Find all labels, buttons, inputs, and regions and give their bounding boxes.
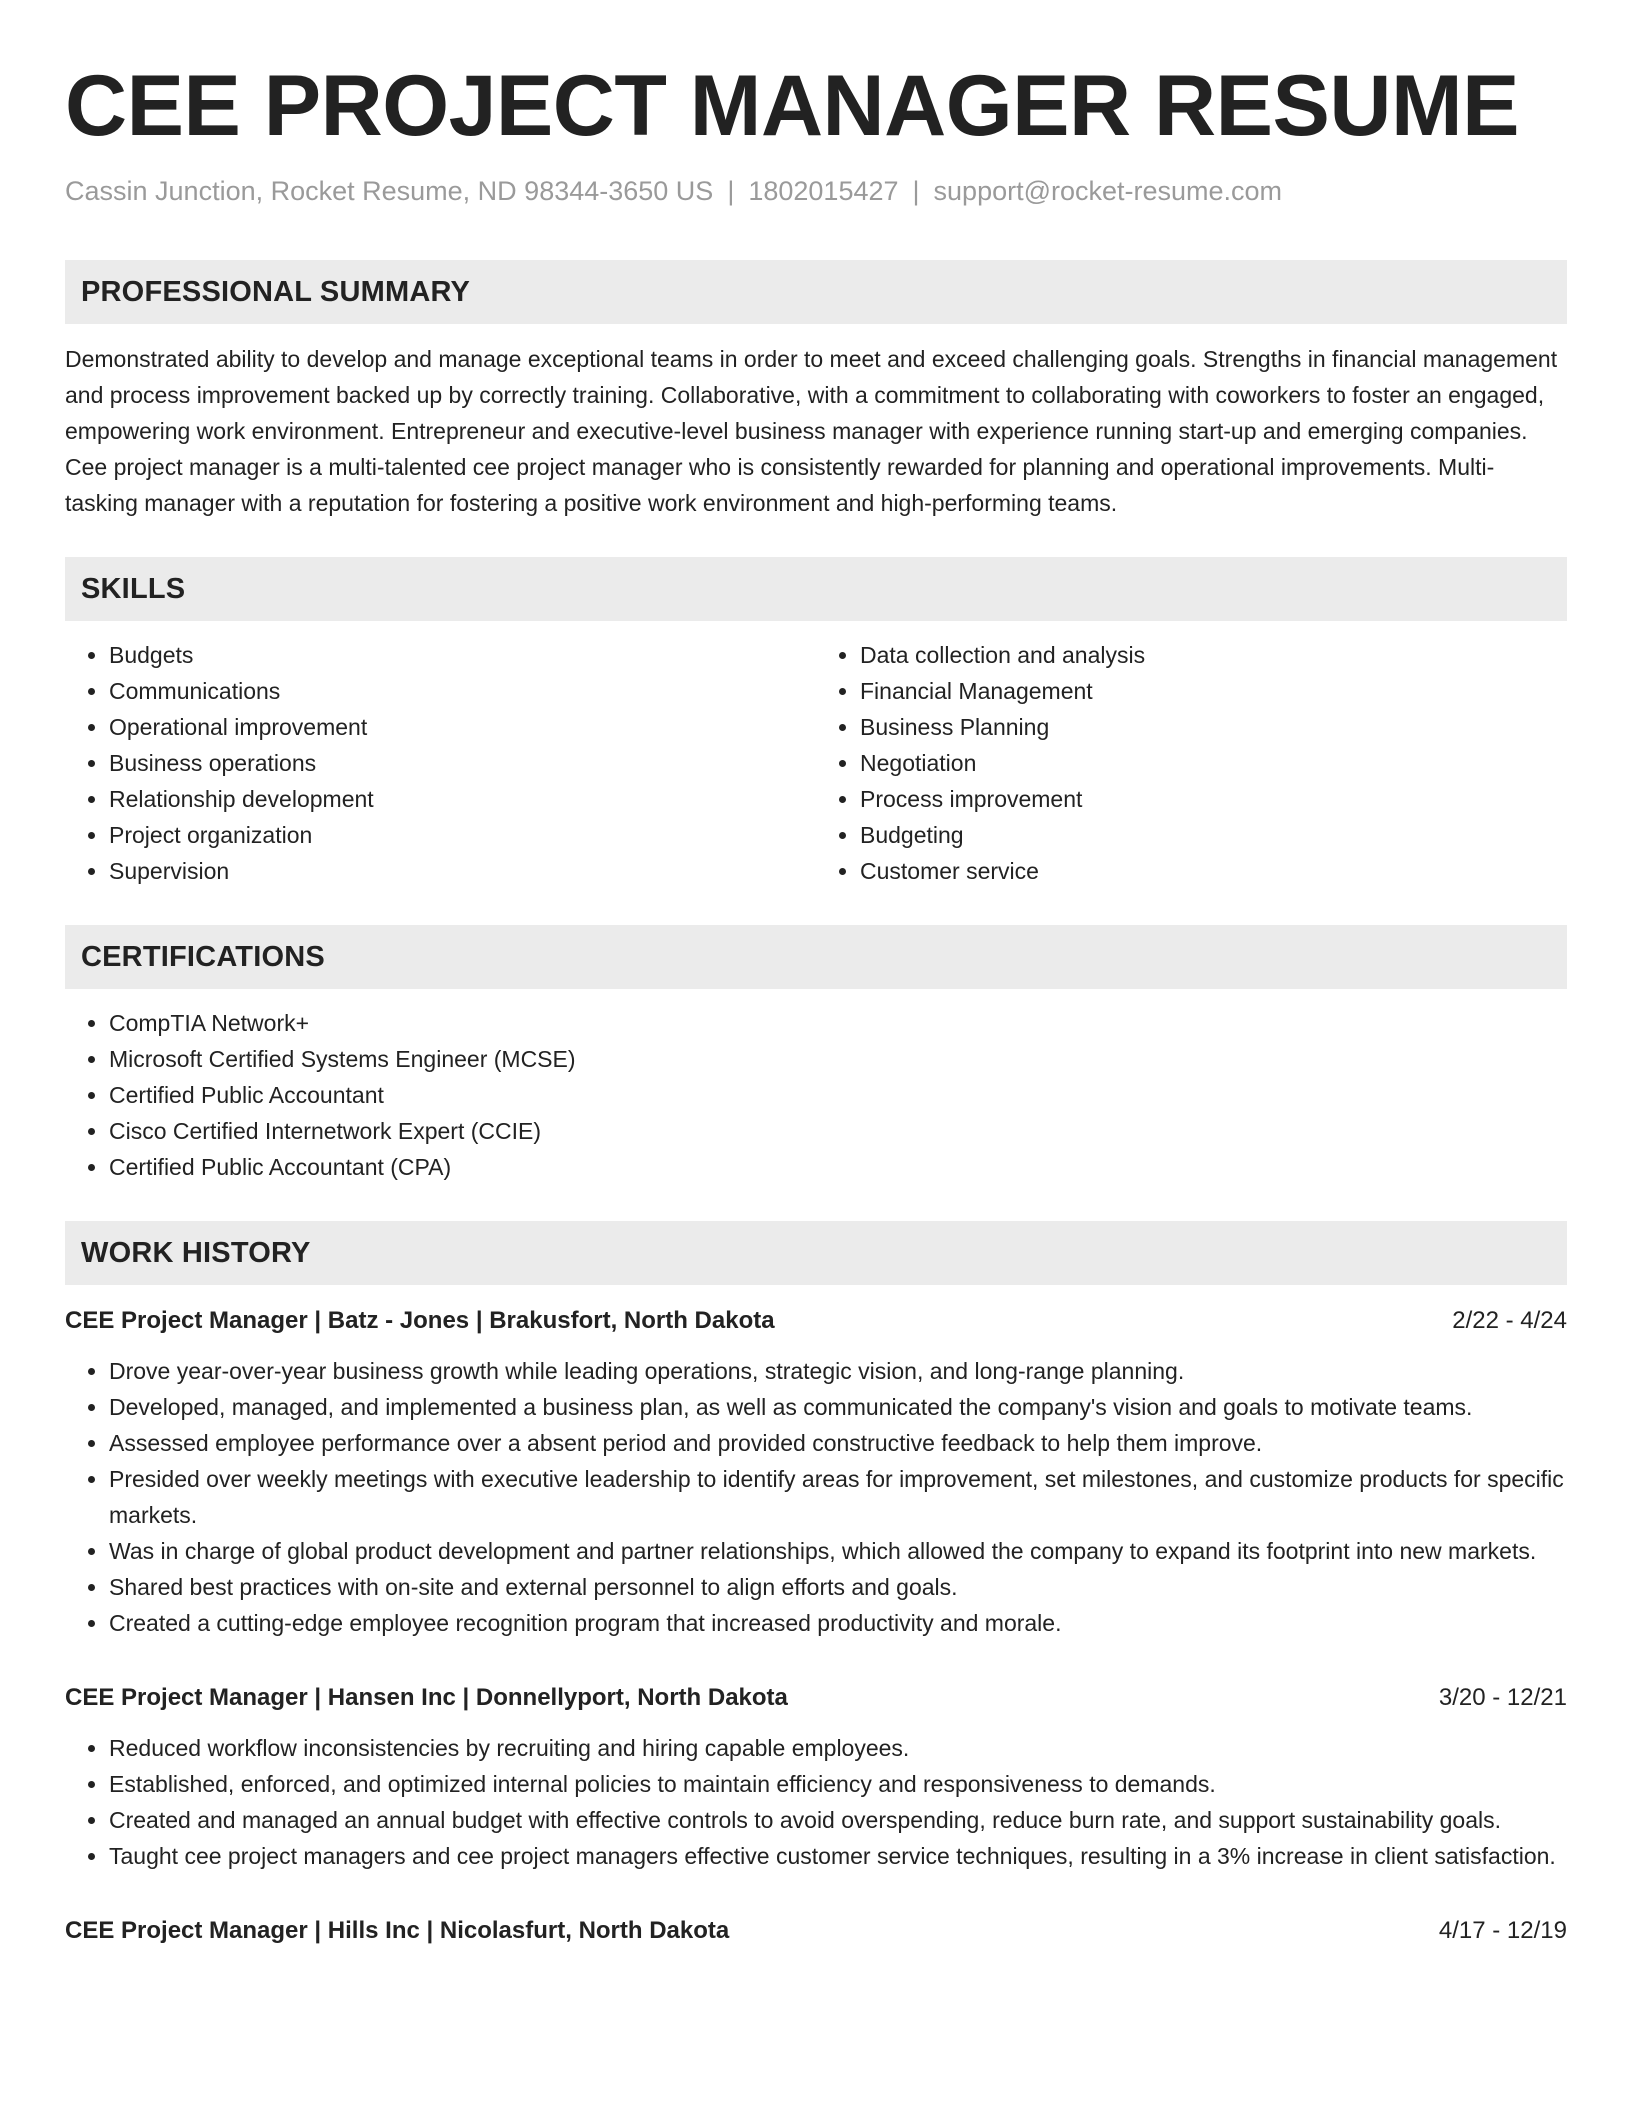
- skill-item: • Relationship development: [109, 781, 816, 817]
- skill-item: • Project organization: [109, 817, 816, 853]
- job-bullet: • Taught cee project managers and cee project managers effective customer service techniques, resulting in a 3% increase in client satisfaction.: [109, 1838, 1567, 1874]
- section-heading-skills: SKILLS: [65, 557, 1567, 621]
- skill-item: • Negotiation: [860, 745, 1567, 781]
- job-title: CEE Project Manager | Hansen Inc | Donnellyport, North Dakota: [65, 1684, 788, 1711]
- skill-item: • Budgets: [109, 637, 816, 673]
- skill-item: • Business operations: [109, 745, 816, 781]
- certification-item: • Cisco Certified Internetwork Expert (CCIE): [109, 1113, 1567, 1149]
- skill-item: • Process improvement: [860, 781, 1567, 817]
- skill-item: • Operational improvement: [109, 709, 816, 745]
- contact-address: Cassin Junction, Rocket Resume, ND 98344-3650 US: [65, 176, 714, 206]
- job-bullet: • Presided over weekly meetings with executive leadership to identify areas for improvement, set milestones, and customize products for specific markets.: [109, 1461, 1567, 1533]
- certification-item: • CompTIA Network+: [109, 1005, 1567, 1041]
- section-heading-summary: PROFESSIONAL SUMMARY: [65, 260, 1567, 324]
- job-dates: 4/17 - 12/19: [1438, 1917, 1567, 1944]
- certifications-list: [65, 1005, 1567, 1185]
- summary-text: Demonstrated ability to develop and manage exceptional teams in order to meet and exceed challenging goals. Strengths in financial management and process improvement backed up by correctly training. Collaborative, with a commitment to collaborating with coworkers to foster an engaged, empowering work environment. Entrepreneur and executive-level business manager with experience running start-up and emerging companies. Cee project manager is a multi-talented cee project manager who is consistently rewarded for planning and operational improvements. Multi-tasking manager with a reputation for fostering a positive work environment and high-performing teams.: [65, 346, 1558, 516]
- skill-item: • Customer service: [860, 853, 1567, 889]
- certification-item: • Certified Public Accountant: [109, 1077, 1567, 1113]
- certification-item: • Microsoft Certified Systems Engineer (MCSE): [109, 1041, 1567, 1077]
- resume-title: CEE PROJECT MANAGER RESUME: [65, 58, 1519, 154]
- skills-list: [65, 637, 1567, 889]
- job-entry: [65, 1303, 1567, 1641]
- skill-item: • Business Planning: [860, 709, 1567, 745]
- contact-email: support@rocket-resume.com: [933, 176, 1283, 206]
- section-heading-work-history: WORK HISTORY: [65, 1221, 1567, 1285]
- contact-separator: |: [727, 176, 735, 206]
- skill-item: • Communications: [109, 673, 816, 709]
- skill-item: • Supervision: [109, 853, 816, 889]
- job-bullet: • Was in charge of global product development and partner relationships, which allowed the company to expand its footprint into new markets.: [109, 1533, 1567, 1569]
- job-title: CEE Project Manager | Batz - Jones | Brakusfort, North Dakota: [65, 1307, 775, 1334]
- job-dates: 3/20 - 12/21: [1438, 1684, 1567, 1711]
- job-header: [65, 1680, 1567, 1716]
- job-bullet: • Created and managed an annual budget with effective controls to avoid overspending, reduce burn rate, and support sustainability goals.: [109, 1802, 1567, 1838]
- certification-item: • Certified Public Accountant (CPA): [109, 1149, 1567, 1185]
- job-dates: 2/22 - 4/24: [1452, 1307, 1567, 1334]
- skills-column-right: [816, 637, 1567, 889]
- job-bullet: • Drove year-over-year business growth while leading operations, strategic vision, and long-range planning.: [109, 1353, 1567, 1389]
- job-bullet: • Shared best practices with on-site and external personnel to align efforts and goals.: [109, 1569, 1567, 1605]
- job-bullets: [65, 1353, 1567, 1641]
- contact-separator: |: [912, 176, 920, 206]
- skills-column-left: [65, 637, 816, 889]
- contact-line: [65, 174, 1567, 208]
- job-bullet: • Developed, managed, and implemented a business plan, as well as communicated the company's vision and goals to motivate teams.: [109, 1389, 1567, 1425]
- job-bullet: • Created a cutting-edge employee recognition program that increased productivity and morale.: [109, 1605, 1567, 1641]
- job-bullet: • Assessed employee performance over a absent period and provided constructive feedback to help them improve.: [109, 1425, 1567, 1461]
- skill-item: • Budgeting: [860, 817, 1567, 853]
- skill-item: • Financial Management: [860, 673, 1567, 709]
- job-bullets: [65, 1730, 1567, 1874]
- contact-phone: 1802015427: [748, 176, 899, 206]
- skill-item: • Data collection and analysis: [860, 637, 1567, 673]
- section-heading-certifications: CERTIFICATIONS: [65, 925, 1567, 989]
- job-bullet: • Established, enforced, and optimized internal policies to maintain efficiency and responsiveness to demands.: [109, 1766, 1567, 1802]
- job-entry: [65, 1680, 1567, 1874]
- job-header: [65, 1303, 1567, 1339]
- job-bullet: • Reduced workflow inconsistencies by recruiting and hiring capable employees.: [109, 1730, 1567, 1766]
- job-header: [65, 1913, 1567, 1949]
- job-entry: [65, 1913, 1567, 1949]
- job-title: CEE Project Manager | Hills Inc | Nicolasfurt, North Dakota: [65, 1917, 730, 1944]
